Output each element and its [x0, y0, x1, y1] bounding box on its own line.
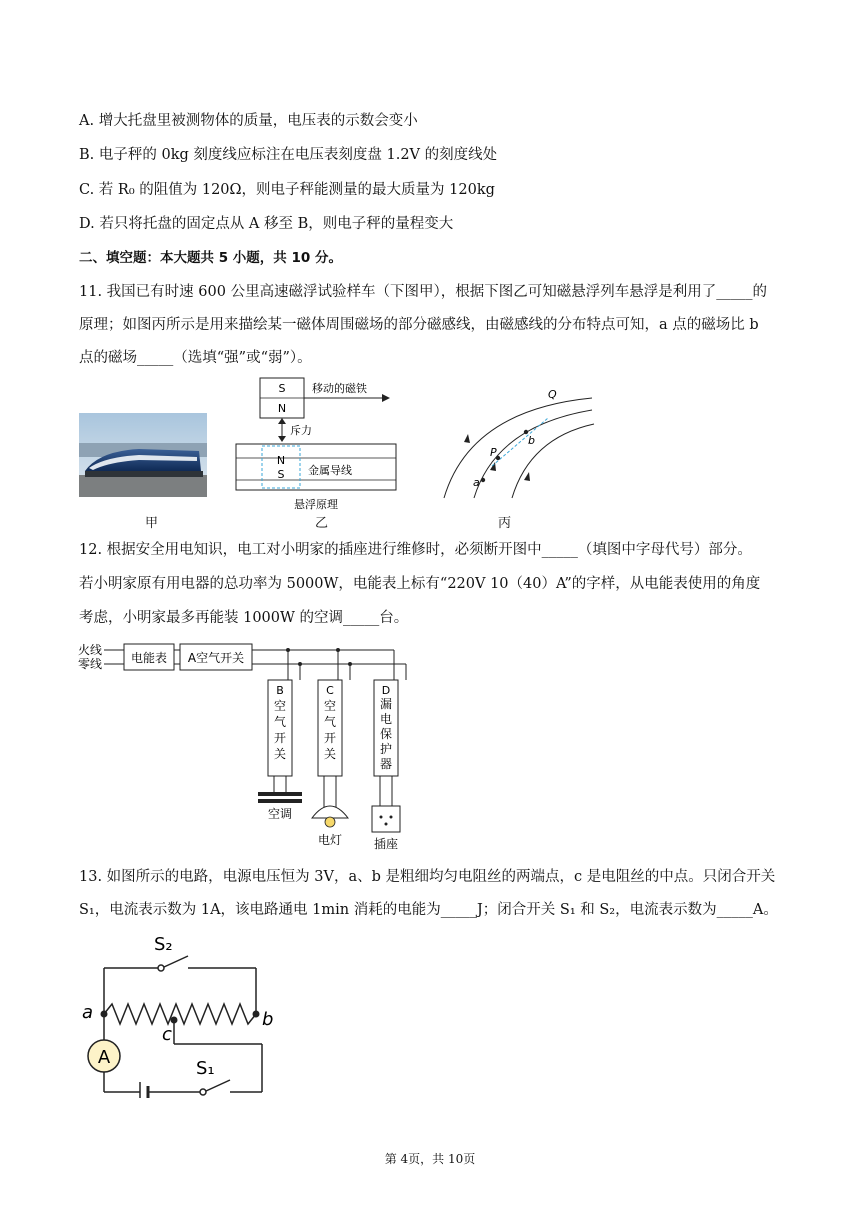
q11-line1: 11. 我国已有时速 600 公里高速磁浮试验样车（下图甲），根据下图乙可知磁悬浮列车悬浮是利用了_____的: [79, 284, 768, 300]
a-label: a: [82, 1002, 94, 1023]
magnet-s-label: S: [278, 382, 286, 395]
magnet-n-label: N: [277, 402, 287, 415]
page-footer: 第 4页，共 10页: [384, 1152, 476, 1166]
q11-line3: 点的磁场_____（选填“强”或“弱”）。: [79, 350, 312, 366]
moving-magnet-label: 移动的磁铁: [312, 382, 367, 395]
point-p-label: P: [490, 446, 497, 459]
ac-label: 空调: [267, 807, 293, 821]
option-b: B. 电子秤的 0kg 刻度线应标注在电压表刻度盘 1.2V 的刻度线处: [79, 147, 498, 163]
c-text-1: 气: [323, 715, 337, 729]
maglev-train-photo: [79, 413, 207, 497]
point-q-label: Q: [548, 388, 557, 401]
c-label: c: [162, 1024, 172, 1045]
q12-line1: 12. 根据安全用电知识，电工对小明家的插座进行维修时，必须断开图中_____（填图中字母代号）部分。: [79, 542, 752, 558]
field-lines-diagram: [440, 380, 600, 504]
b-letter: B: [276, 684, 284, 697]
b-text-0: 空: [273, 699, 287, 713]
d-text-1: 电: [379, 712, 393, 726]
d-text-2: 保: [379, 727, 393, 741]
lamp-label: 电灯: [317, 833, 343, 847]
q13-line2: S₁，电流表示数为 1A，该电路通电 1min 消耗的电能为_____J；闭合开关 S₁ 和 S₂，电流表示数为_____A。: [79, 902, 778, 918]
option-d: D. 若只将托盘的固定点从 A 移至 B，则电子秤的量程变大: [79, 216, 454, 232]
induced-n-label: N: [276, 454, 286, 467]
induced-s-label: S: [277, 468, 285, 481]
c-text-2: 开: [323, 731, 337, 745]
b-label: b: [262, 1009, 274, 1030]
option-a: A. 增大托盘里被测物体的质量，电压表的示数会变小: [79, 113, 418, 129]
q11-line2: 原理；如图丙所示是用来描绘某一磁体周围磁场的部分磁感线，由磁感线的分布特点可知，a 点的磁场比 b: [79, 317, 759, 333]
b-text-1: 气: [273, 715, 287, 729]
d-text-4: 器: [379, 757, 393, 771]
c-text-3: 关: [323, 747, 337, 761]
levitation-diagram: [232, 376, 402, 512]
a-switch-label: A空气开关: [187, 651, 245, 665]
b-text-3: 关: [273, 747, 287, 761]
d-letter: D: [381, 684, 391, 697]
energy-meter-label: 电能表: [130, 651, 168, 665]
s2-label: S₂: [154, 934, 173, 955]
d-text-3: 护: [379, 742, 393, 756]
d-text-0: 漏: [379, 697, 393, 711]
c-text-0: 空: [323, 699, 337, 713]
q13-line1: 13. 如图所示的电路，电源电压恒为 3V，a、b 是粗细均匀电阻丝的两端点，c 是电阻丝的中点。只闭合开关: [79, 869, 776, 885]
ammeter-label: A: [97, 1047, 111, 1068]
option-c: C. 若 R₀ 的阻值为 120Ω，则电子秤能测量的最大质量为 120kg: [79, 182, 495, 198]
fig-bing-caption: 丙: [498, 516, 512, 531]
fig-jia-caption: 甲: [145, 516, 159, 531]
repulsion-label: 斥力: [290, 424, 312, 437]
live-wire-label: 火线: [78, 643, 103, 657]
q12-line3: 考虑，小明家最多再能装 1000W 的空调_____台。: [79, 610, 409, 626]
resistor-circuit-diagram: [76, 928, 276, 1098]
neutral-wire-label: 零线: [78, 657, 103, 671]
q12-line2: 若小明家原有用电器的总功率为 5000W，电能表上标有“220V 10（40）A”的字样，从电能表使用的角度: [79, 576, 761, 592]
levitation-caption: 悬浮原理: [294, 498, 338, 511]
metal-wire-label: 金属导线: [308, 464, 352, 477]
c-letter: C: [326, 684, 334, 697]
household-circuit-diagram: [76, 640, 416, 852]
socket-label: 插座: [373, 837, 399, 851]
fig-yi-caption: 乙: [315, 516, 329, 531]
section-title: 二、填空题：本大题共 5 小题，共 10 分。: [79, 250, 342, 266]
b-text-2: 开: [273, 731, 287, 745]
point-a-label: a: [473, 476, 480, 489]
point-b-label: b: [528, 434, 535, 447]
s1-label: S₁: [196, 1058, 215, 1079]
